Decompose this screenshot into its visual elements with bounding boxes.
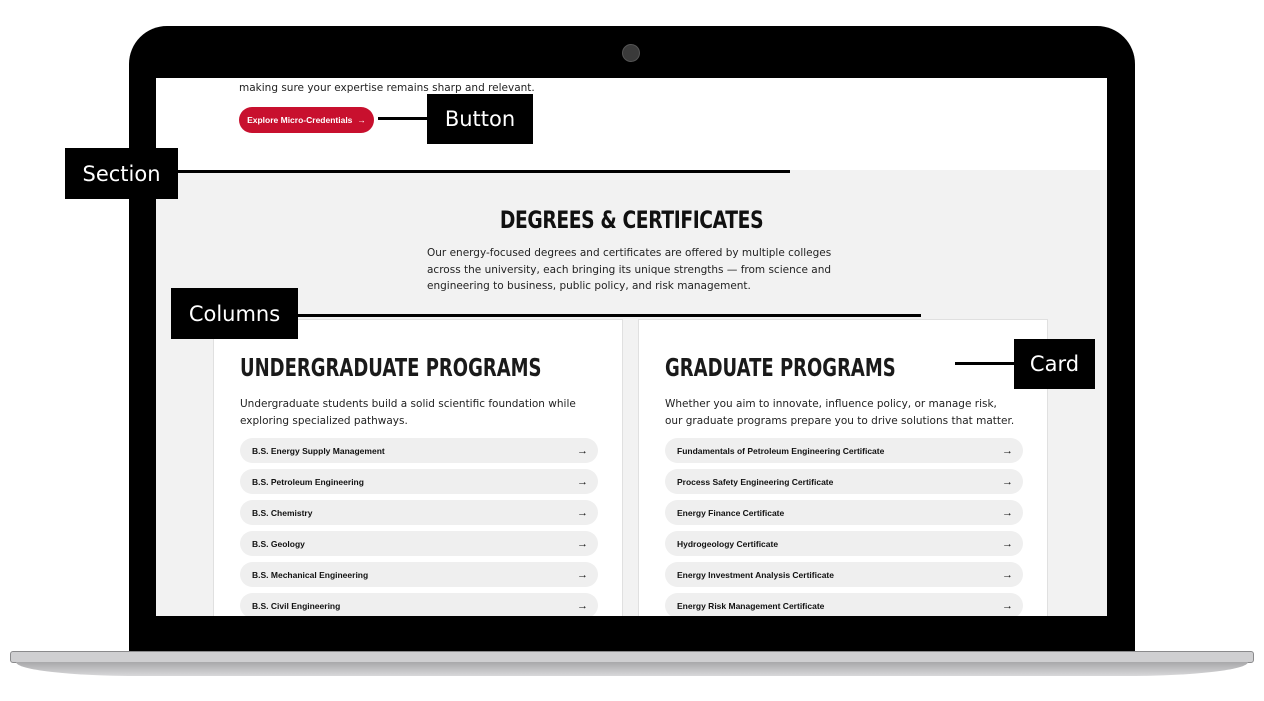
arrow-right-icon: → (577, 537, 588, 550)
program-link-label: B.S. Energy Supply Management (252, 445, 385, 456)
program-link-label: Energy Investment Analysis Certificate (677, 569, 834, 580)
arrow-right-icon: → (577, 599, 588, 612)
section-annotation-line (176, 170, 790, 173)
program-link[interactable] (665, 593, 1023, 616)
arrow-right-icon: → (1002, 444, 1013, 457)
card-description: Undergraduate students build a solid scientific foundation while exploring specialized pathways. (240, 398, 576, 427)
arrow-right-icon: → (357, 115, 366, 125)
program-link-label: Process Safety Engineering Certificate (677, 476, 834, 487)
program-link[interactable] (240, 438, 598, 463)
button-annotation-line (378, 117, 428, 120)
screen (156, 78, 1107, 616)
program-link[interactable] (665, 438, 1023, 463)
program-link[interactable] (240, 562, 598, 587)
program-link-label: B.S. Geology (252, 538, 305, 549)
program-link-label: Fundamentals of Petroleum Engineering Certificate (677, 445, 885, 456)
program-link-label: B.S. Chemistry (252, 507, 313, 518)
intro-text: making sure your expertise remains sharp and relevant. (239, 82, 535, 94)
program-link[interactable] (665, 469, 1023, 494)
card-title: GRADUATE PROGRAMS (665, 353, 896, 382)
explore-micro-credentials-button[interactable] (239, 107, 374, 133)
arrow-right-icon: → (577, 506, 588, 519)
program-link-label: B.S. Petroleum Engineering (252, 476, 364, 487)
intro-area (156, 78, 1107, 170)
program-link-label: Hydrogeology Certificate (677, 538, 779, 549)
arrow-right-icon: → (577, 444, 588, 457)
program-link[interactable] (240, 469, 598, 494)
button-label: Explore Micro-Credentials (247, 115, 353, 125)
program-link-label: B.S. Civil Engineering (252, 600, 341, 611)
program-link-label: Energy Finance Certificate (677, 507, 785, 518)
program-link[interactable] (240, 593, 598, 616)
columns-annotation: Columns (171, 288, 298, 339)
webcam-icon (622, 44, 640, 62)
section-annotation: Section (65, 148, 178, 199)
arrow-right-icon: → (1002, 568, 1013, 581)
card-description: Whether you aim to innovate, influence policy, or manage risk, our graduate programs prepare you to drive solutions that matter. (665, 398, 1015, 427)
degrees-section (156, 170, 1107, 616)
program-link-label: Energy Risk Management Certificate (677, 600, 825, 611)
undergraduate-card (213, 319, 623, 616)
card-title: UNDERGRADUATE PROGRAMS (240, 353, 542, 382)
arrow-right-icon: → (577, 475, 588, 488)
arrow-right-icon: → (1002, 475, 1013, 488)
section-title: DEGREES & CERTIFICATES (499, 206, 764, 234)
program-links (240, 438, 598, 616)
section-description: Our energy-focused degrees and certificates are offered by multiple colleges across the university, each bringing its unique strengths — from science and engineering to business, public policy, and risk management. (427, 247, 832, 292)
program-link-label: B.S. Mechanical Engineering (252, 569, 369, 580)
laptop-base-lip (16, 662, 1248, 676)
program-link[interactable] (665, 562, 1023, 587)
card-annotation-line (955, 362, 1017, 365)
arrow-right-icon: → (1002, 537, 1013, 550)
program-link[interactable] (240, 500, 598, 525)
program-link[interactable] (665, 531, 1023, 556)
program-links (665, 438, 1023, 616)
arrow-right-icon: → (1002, 599, 1013, 612)
arrow-right-icon: → (577, 568, 588, 581)
program-link[interactable] (240, 531, 598, 556)
button-annotation: Button (427, 94, 533, 144)
arrow-right-icon: → (1002, 506, 1013, 519)
program-link[interactable] (665, 500, 1023, 525)
columns-annotation-line (296, 314, 921, 317)
card-annotation: Card (1014, 339, 1095, 389)
